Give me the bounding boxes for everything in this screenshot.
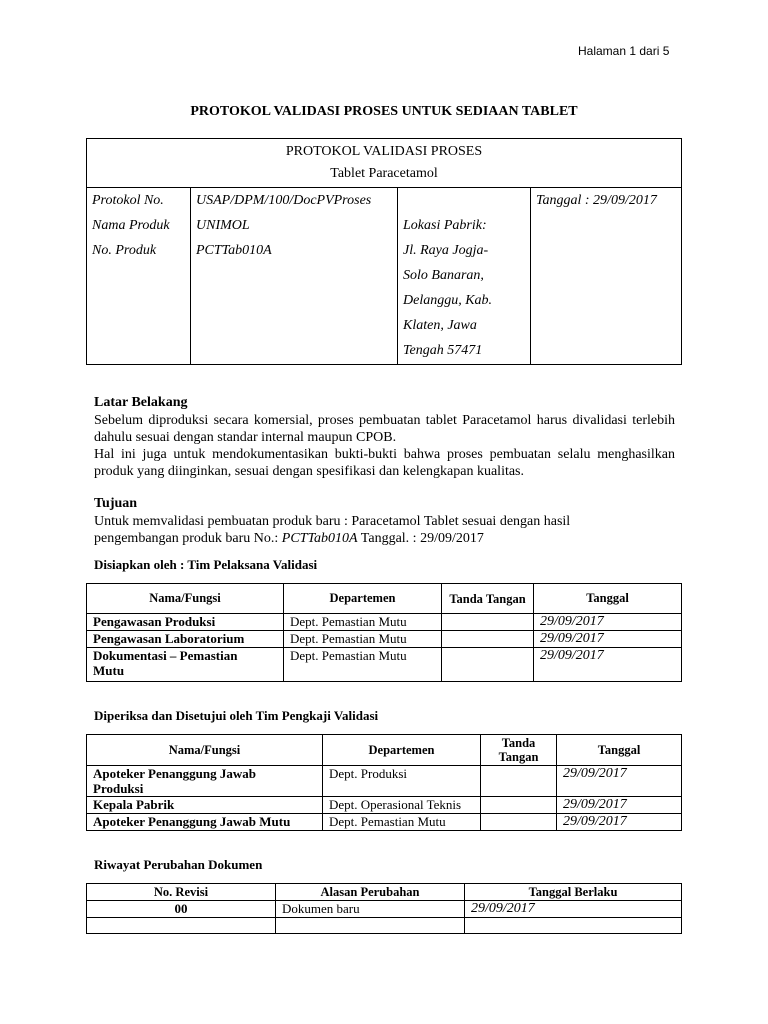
signature-cell: [442, 648, 534, 682]
background-paragraph-2: Hal ini juga untuk mendokumentasikan bukti-bukti bahwa proses pembuatan selalu menghasilkan produk yang diinginkan, sesuai dengan spesifikasi dan kelengkapan kualitas.: [94, 447, 675, 479]
signature-cell: [442, 614, 534, 631]
product-name-value: UNIMOL: [196, 218, 250, 233]
col-header: Departemen: [284, 584, 442, 614]
protocol-date: Tanggal : 29/09/2017: [536, 193, 657, 208]
table-row: [87, 631, 682, 648]
protocol-info-table: [86, 138, 682, 365]
dept-cell: Dept. Pemastian Mutu: [323, 814, 481, 831]
col-header: Nama/Fungsi: [87, 584, 284, 614]
table-row: [87, 614, 682, 631]
date-cell: 29/09/2017: [557, 814, 682, 831]
col-header: Tanda Tangan: [481, 735, 557, 766]
purpose-line-1: Untuk memvalidasi pembuatan produk baru : Paracetamol Tablet sesuai dengan hasil: [94, 514, 571, 529]
product-no-label: No. Produk: [92, 243, 157, 258]
col-header: Tanggal Berlaku: [465, 884, 682, 901]
protocol-values-cell: [191, 188, 398, 365]
protocol-labels-cell: [87, 188, 191, 365]
col-header: Tanggal: [534, 584, 682, 614]
location-line: Delanggu, Kab.: [403, 293, 493, 308]
revision-number-cell: 00: [87, 901, 276, 918]
purpose-prefix: pengembangan produk baru No.:: [94, 531, 279, 546]
change-reason-cell: Dokumen baru: [276, 901, 465, 918]
table-row: [87, 901, 682, 918]
date-cell: 29/09/2017: [557, 766, 682, 797]
col-header: Nama/Fungsi: [87, 735, 323, 766]
purpose-product-no: PCTTab010A: [281, 531, 358, 546]
date-cell: 29/09/2017: [534, 614, 682, 631]
signature-cell: [442, 631, 534, 648]
effective-date-cell: [465, 918, 682, 934]
location-line: Tengah 57471: [403, 343, 483, 358]
col-header: Alasan Perubahan: [276, 884, 465, 901]
purpose-heading: Tujuan: [94, 496, 138, 511]
effective-date-cell: 29/09/2017: [465, 901, 682, 918]
reviewed-heading: Diperiksa dan Disetujui oleh Tim Pengkaji Validasi: [94, 708, 379, 723]
purpose-line-2: [94, 530, 484, 547]
location-line: Solo Banaran,: [403, 268, 484, 283]
dept-cell: Dept. Pemastian Mutu: [284, 648, 442, 682]
history-heading: Riwayat Perubahan Dokumen: [94, 857, 263, 872]
protocol-no-label: Protokol No.: [92, 193, 164, 208]
col-header: Tanggal: [557, 735, 682, 766]
role-cell: Pengawasan Laboratorium: [87, 631, 284, 648]
product-no-value: PCTTab010A: [196, 243, 272, 258]
dept-cell: Dept. Pemastian Mutu: [284, 631, 442, 648]
dept-cell: Dept. Produksi: [323, 766, 481, 797]
dept-cell: Dept. Operasional Teknis: [323, 797, 481, 814]
reviewed-table: [86, 734, 682, 831]
prepared-table: [86, 583, 682, 682]
location-line: Lokasi Pabrik:: [403, 218, 487, 233]
table-row: [87, 814, 682, 831]
protocol-date-cell: [531, 188, 682, 365]
table-row: [87, 766, 682, 797]
role-cell: Pengawasan Produksi: [87, 614, 284, 631]
protocol-heading: PROTOKOL VALIDASI PROSES: [87, 139, 682, 162]
product-name-label: Nama Produk: [92, 218, 170, 233]
protocol-no-value: USAP/DPM/100/DocPVProses: [196, 193, 372, 208]
document-title: PROTOKOL VALIDASI PROSES UNTUK SEDIAAN TABLET: [190, 104, 578, 119]
col-header: Departemen: [323, 735, 481, 766]
date-cell: 29/09/2017: [557, 797, 682, 814]
table-row: [87, 797, 682, 814]
signature-cell: [481, 814, 557, 831]
date-cell: 29/09/2017: [534, 631, 682, 648]
table-row: [87, 648, 682, 682]
page-number: Halaman 1 dari 5: [578, 44, 670, 58]
signature-cell: [481, 797, 557, 814]
signature-cell: [481, 766, 557, 797]
location-line: Klaten, Jawa: [403, 318, 477, 333]
role-cell: Apoteker Penanggung Jawab Produksi: [87, 766, 323, 797]
prepared-heading: Disiapkan oleh : Tim Pelaksana Validasi: [94, 557, 318, 572]
factory-location-cell: [398, 188, 531, 365]
col-header: No. Revisi: [87, 884, 276, 901]
revision-number-cell: [87, 918, 276, 934]
role-cell: Dokumentasi – Pemastian Mutu: [87, 648, 284, 682]
location-line: Jl. Raya Jogja-: [403, 243, 489, 258]
role-cell: Apoteker Penanggung Jawab Mutu: [87, 814, 323, 831]
background-paragraph-1: Sebelum diproduksi secara komersial, proses pembuatan tablet Paracetamol harus divalidasi terlebih dahulu sesuai dengan standar internal maupun CPOB.: [94, 413, 675, 445]
revision-history-table: [86, 883, 682, 934]
date-cell: 29/09/2017: [534, 648, 682, 682]
background-heading: Latar Belakang: [94, 395, 188, 410]
change-reason-cell: [276, 918, 465, 934]
col-header: Tanda Tangan: [442, 584, 534, 614]
role-cell: Kepala Pabrik: [87, 797, 323, 814]
protocol-subheading: Tablet Paracetamol: [87, 161, 682, 188]
table-row: [87, 918, 682, 934]
dept-cell: Dept. Pemastian Mutu: [284, 614, 442, 631]
purpose-date: Tanggal. : 29/09/2017: [360, 531, 484, 546]
